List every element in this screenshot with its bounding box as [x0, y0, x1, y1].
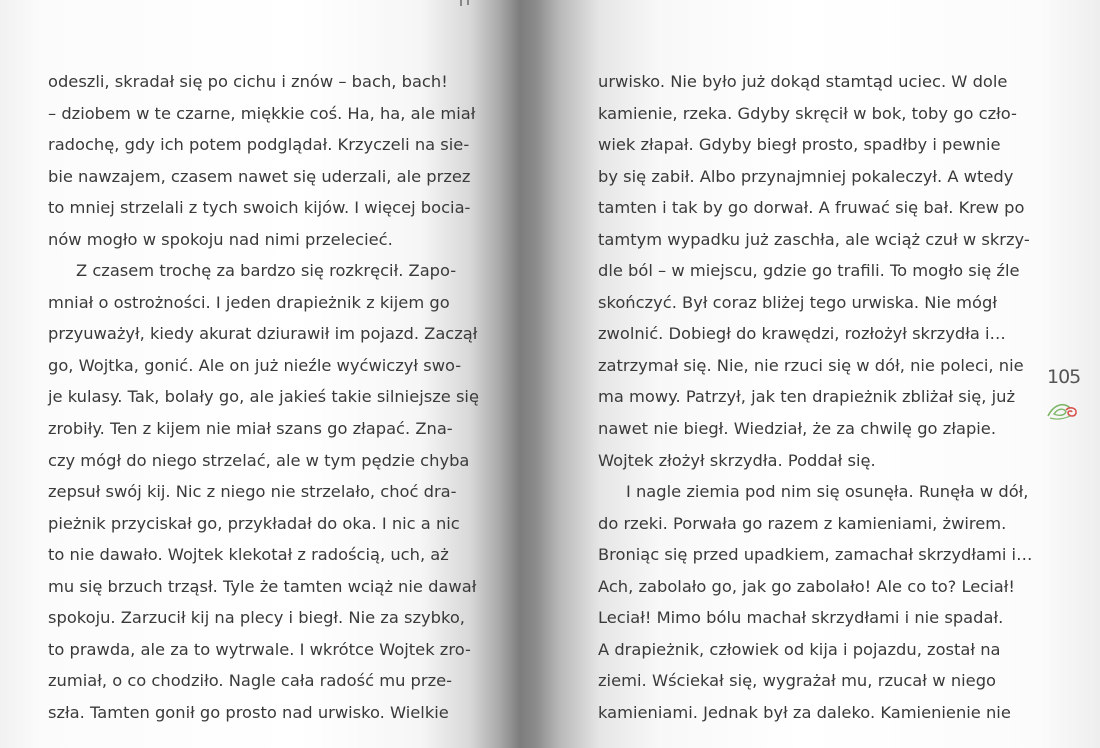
- text-line: kamienie, rzeka. Gdyby skręcił w bok, toby go czło-: [598, 103, 1017, 123]
- text-line: urwisko. Nie było już dokąd stamtąd uciec. W dole: [598, 72, 1008, 91]
- swirl-leaf-icon: [1044, 396, 1080, 422]
- text-line: wiek złapał. Gdyby biegł prosto, spadłby i pewnie: [598, 135, 1001, 155]
- text-line: nów mogło w spokoju nad nimi przelecieć.: [48, 229, 393, 249]
- text-line: zwolnić. Dobiegł do krawędzi, rozłożył skrzydła i…: [598, 324, 1006, 344]
- text-line: Broniąc się przed upadkiem, zamachał skrzydłami i…: [598, 545, 1033, 565]
- text-line: Wojtek złożył skrzydła. Poddał się.: [598, 450, 876, 470]
- text-line: przyuważył, kiedy akurat dziurawił im pojazd. Zaczął: [48, 324, 478, 344]
- text-line: pieżnik przyciskał go, przykładał do oka. I nic a nic: [48, 513, 460, 533]
- text-line: Leciał! Mimo bólu machał skrzydłami i nie spadał.: [598, 608, 1004, 628]
- text-line: go, Wojtka, gonić. Ale on już nieźle wyćwiczył swo-: [48, 355, 462, 375]
- paragraph-start-line: Z czasem trochę za bardzo się rozkręcił. Zapo-: [76, 261, 457, 281]
- page-top-marks: [458, 0, 488, 8]
- text-line: ma mowy. Patrzył, jak ten drapieżnik zbliżał się, już: [598, 387, 1015, 407]
- page-number: 105: [1047, 366, 1081, 388]
- text-line: je kulasy. Tak, bolały go, ale jakieś takie silniejsze się: [48, 387, 479, 407]
- text-line: to mniej strzelali z tych swoich kijów. I więcej bocia-: [48, 198, 471, 218]
- text-line: mniał o ostrożności. I jeden drapieżnik z kijem go: [48, 292, 450, 312]
- text-line: szła. Tamten gonił go prosto nad urwisko. Wielkie: [48, 702, 449, 722]
- text-line: tamtym wypadku już zaschła, ale wciąż czuł w skrzy-: [598, 229, 1030, 249]
- text-line: tamten i tak by go dorwał. A fruwać się bał. Krew po: [598, 198, 1025, 218]
- text-line: bie nawzajem, czasem nawet się uderzali, ale przez: [48, 166, 471, 186]
- text-line: spokoju. Zarzucił kij na plecy i biegł. Nie za szybko,: [48, 608, 465, 628]
- left-page: [48, 66, 479, 728]
- text-line: Ach, zabolało go, jak go zabolało! Ale co to? Leciał!: [598, 576, 1015, 596]
- text-line: czy mógł do niego strzelać, ale w tym pędzie chyba: [48, 450, 470, 470]
- text-line: zrobiły. Ten z kijem nie miał szans go złapać. Zna-: [48, 419, 453, 439]
- text-line: dle ból – w miejscu, gdzie go trafili. To mogło się źle: [598, 261, 1020, 281]
- text-line: by się zabił. Albo przynajmniej pokaleczył. A wtedy: [598, 166, 1014, 186]
- text-line: do rzeki. Porwała go razem z kamieniami, żwirem.: [598, 513, 1007, 533]
- text-line: ziemi. Wściekał się, wygrażał mu, rzucał w niego: [598, 671, 996, 691]
- text-line: nawet nie biegł. Wiedział, że za chwilę go złapie.: [598, 419, 996, 439]
- text-line: mu się brzuch trząsł. Tyle że tamten wciąż nie dawał: [48, 576, 477, 596]
- text-line: radochę, gdy ich potem podglądał. Krzyczeli na sie-: [48, 135, 470, 155]
- text-line: A drapieżnik, człowiek od kija i pojazdu, został na: [598, 639, 1001, 659]
- text-line: zumiał, o co chodziło. Nagle cała radość mu prze-: [48, 671, 453, 691]
- paragraph-start-line: I nagle ziemia pod nim się osunęła. Runęła w dół,: [626, 482, 1029, 502]
- text-line: zepsuł swój kij. Nic z niego nie strzelało, choć dra-: [48, 482, 457, 502]
- text-line: to prawda, ale za to wytrwale. I wkrótce Wojtek zro-: [48, 639, 471, 659]
- text-line: – dziobem w te czarne, miękkie coś. Ha, ha, ale miał: [48, 103, 476, 123]
- text-line: odeszli, skradał się po cichu i znów – bach, bach!: [48, 72, 448, 91]
- text-line: skończyć. Był coraz bliżej tego urwiska. Nie mógł: [598, 292, 997, 312]
- right-page: [598, 66, 1033, 728]
- text-line: kamieniami. Jednak był za daleko. Kamienienie nie: [598, 702, 1011, 722]
- text-line: to nie dawało. Wojtek klekotał z radością, uch, aż: [48, 545, 449, 565]
- text-line: zatrzymał się. Nie, nie rzuci się w dół, nie poleci, nie: [598, 355, 1024, 375]
